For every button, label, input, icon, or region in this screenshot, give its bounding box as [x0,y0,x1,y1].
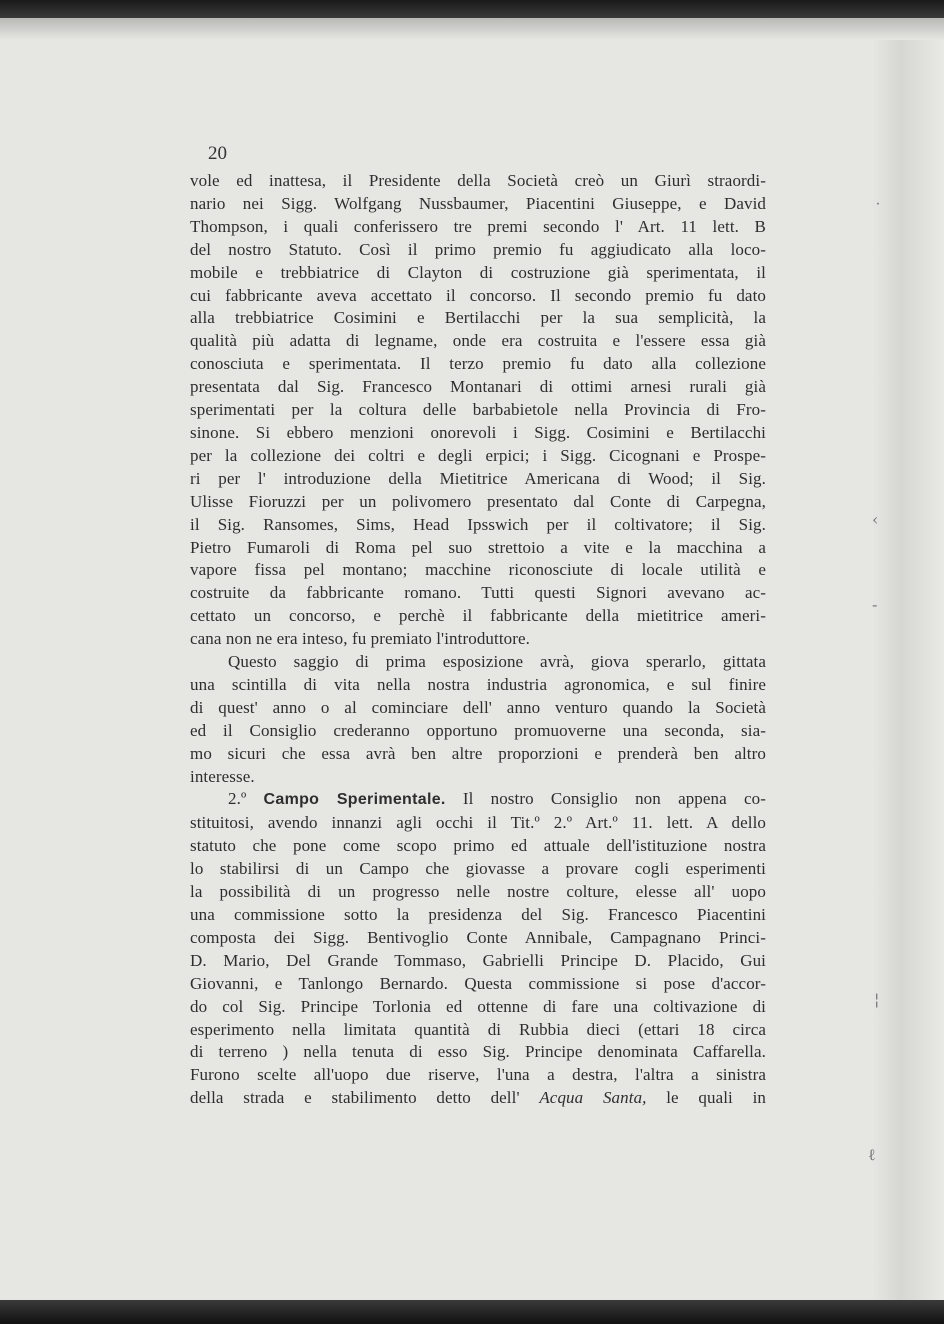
scan-bottom-border [0,1300,944,1324]
text-line: Giovanni, e Tanlongo Bernardo. Questa commissione si pose d'accor- [190,973,766,993]
text-line: D. Mario, Del Grande Tommaso, Gabrielli Principe D. Placido, Gui [190,950,766,970]
section-title: Campo Sperimentale. [263,791,446,809]
text-line: cui fabbricante aveva accettato il concorso. Il secondo premio fu dato [190,285,766,305]
text-line: mobile e trebbiatrice di Clayton di costruzione già sperimentata, il [190,262,766,282]
body-text [190,170,766,1110]
text-line: di quest' anno o al cominciare dell' anno venturo quando la Società [190,697,766,717]
text-line: presentata dal Sig. Francesco Montanari di ottimi arnesi rurali già [190,377,766,397]
text-line: Thompson, i quali conferissero tre premi secondo l' Art. 11 lett. B [190,216,766,236]
text-line: Pietro Fumaroli di Roma pel suo strettoio a vite e la macchina a [190,537,766,557]
text-line: vapore fissa pel montano; macchine riconosciute di locale utilità e [190,560,766,580]
edge-mark-icon: ¦ [874,990,880,1009]
text-line: mo sicuri che essa avrà ben altre proporzioni e prenderà ben altro [190,743,766,763]
text-line: qualità più adatta di legname, onde era costruita e l'essere essa già [190,331,766,351]
text-line: per la collezione dei coltri e degli erpici; i Sigg. Cicognani e Prospe- [190,445,766,465]
section-heading-line [190,788,766,812]
edge-mark-icon: ‹ [872,510,879,529]
text-line: sinone. Si ebbero menzioni onorevoli i Sigg. Cosimini e Bertilacchi [190,422,766,442]
text-fragment: della strada e stabilimento detto dell' [190,1088,520,1108]
text-line: do col Sig. Principe Torlonia ed ottenne di fare una coltivazione di [190,996,766,1016]
text-line-last [190,1087,766,1110]
text-line: Questo saggio di prima esposizione avrà, giova sperarlo, gittata [228,652,766,672]
page-number: 20 [208,143,227,164]
section-number: 2.º [228,789,247,809]
text-line: vole ed inattesa, il Presidente della Società creò un Giurì straordi- [190,171,766,190]
text-line: stituitosi, avendo innanzi agli occhi il Tit.º 2.º Art.º 11. lett. A dello [190,813,766,833]
text-line: la possibilità di un progresso nelle nostre colture, elesse all' uopo [190,882,766,902]
text-line: ed il Consiglio crederanno opportuno promuoverne una seconda, sia- [190,720,766,740]
text-line: conosciuta e sperimentata. Il terzo premio fu dato alla collezione [190,354,766,374]
text-line: Ulisse Fioruzzi per un polivomero presentato dal Conte di Carpegna, [190,491,766,511]
scan-top-border [0,0,944,18]
text-line: composta dei Sigg. Bentivoglio Conte Annibale, Campagnano Princi- [190,927,766,947]
text-line: cana non ne era inteso, fu premiato l'introduttore. [190,629,531,649]
text-line: Furono scelte all'uopo due riserve, l'una a destra, l'altra a sinistra [190,1065,766,1085]
text-line: una commissione sotto la presidenza del Sig. Francesco Piacentini [190,905,766,924]
text-line: di terreno ) nella tenuta di esso Sig. Principe denominata Caffarella. [190,1042,766,1062]
text-line: ri per l' introduzione della Mietitrice Americana di Wood; il Sig. [190,468,766,488]
text-line: cettato un concorso, e perchè il fabbricante della mietitrice ameri- [190,606,766,626]
text-line: sperimentati per la coltura delle barbabietole nella Provincia di Fro- [190,400,766,420]
scan-top-shadow [0,18,944,40]
text-line: nario nei Sigg. Wolfgang Nussbaumer, Piacentini Giuseppe, e David [190,193,766,213]
text-line: interesse. [190,766,255,786]
text-fragment: le quali in [666,1088,766,1108]
edge-mark-icon: - [872,595,878,614]
place-name-italic: Acqua Santa, [539,1088,647,1108]
text-fragment: Il nostro Consiglio non appena co- [462,789,766,809]
edge-mark-icon: ˙ [874,200,882,219]
page-right-edge [872,40,944,1300]
text-line: esperimento nella limitata quantità di Rubbia dieci (ettari 18 circa [190,1019,766,1039]
text-line: costruite da fabbricante romano. Tutti questi Signori avevano ac- [190,583,766,603]
edge-mark-icon: ℓ [868,1145,876,1164]
text-line: il Sig. Ransomes, Sims, Head Ipsswich per il coltivatore; il Sig. [190,514,766,534]
text-line: statuto che pone come scopo primo ed attuale dell'istituzione nostra [190,836,766,856]
text-line: del nostro Statuto. Così il primo premio fu aggiudicato alla loco- [190,239,766,259]
text-line: una scintilla di vita nella nostra industria agronomica, e sul finire [190,674,766,694]
text-line: alla trebbiatrice Cosimini e Bertilacchi per la sua semplicità, la [190,308,766,328]
text-line: lo stabilirsi di un Campo che giovasse a provare cogli esperimenti [190,859,766,879]
